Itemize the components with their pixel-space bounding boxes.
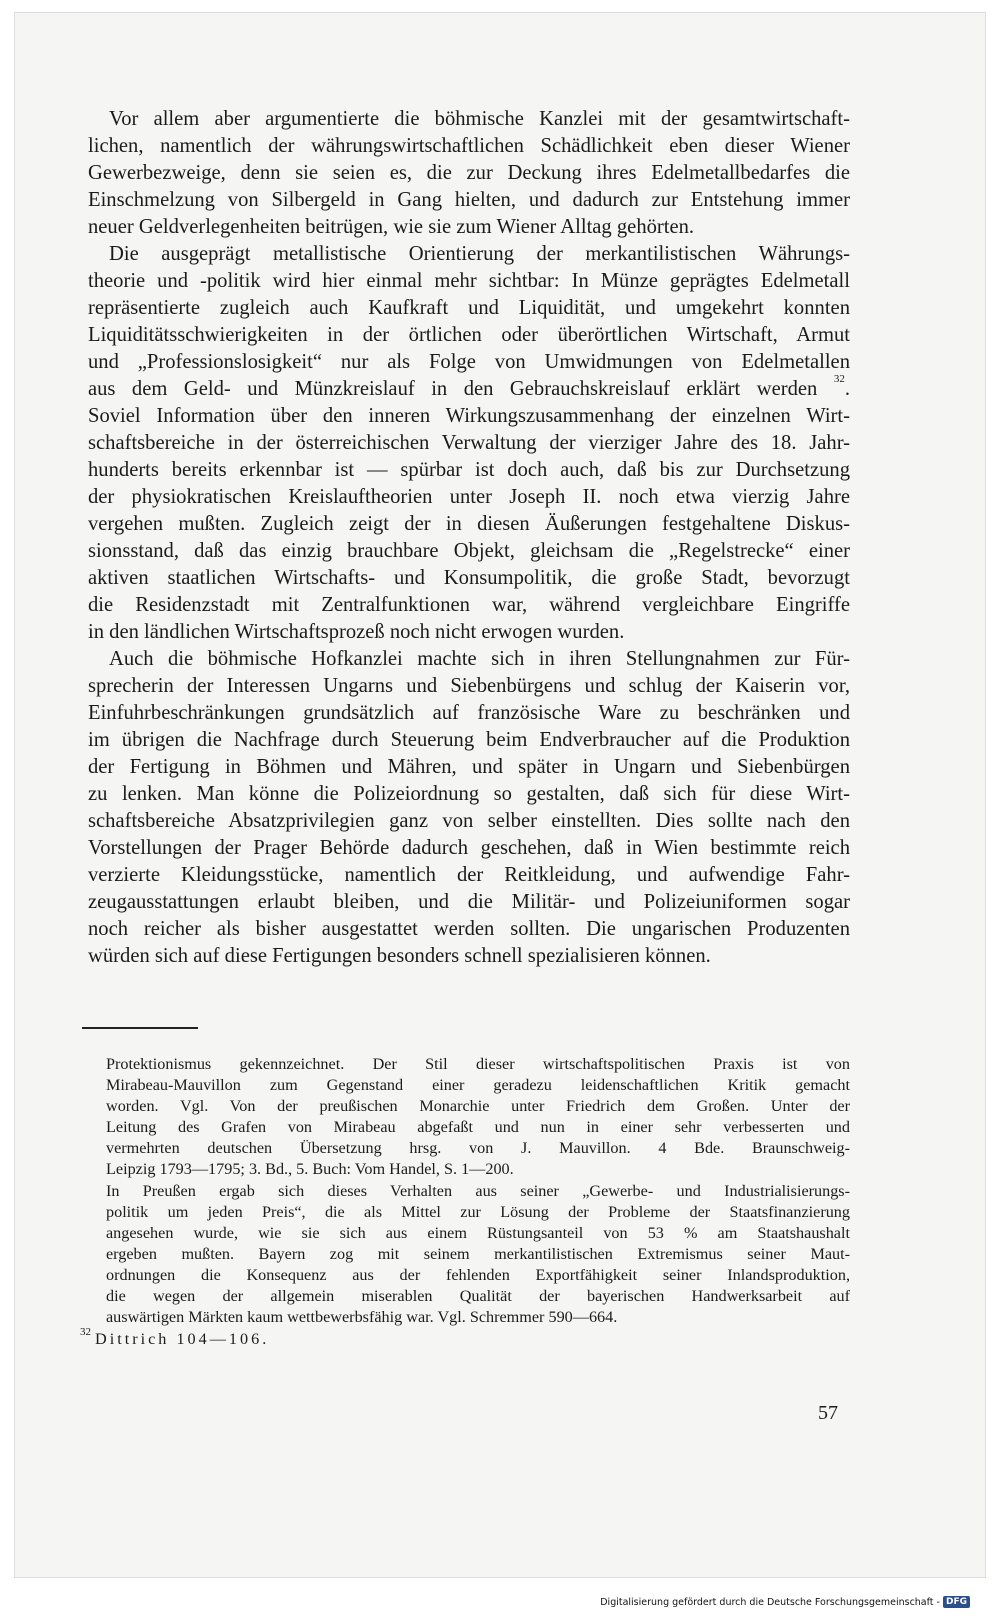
paragraph-2-line: die Residenzstadt mit Zentralfunktionen war, während vergleichbare Eingriffe xyxy=(88,594,850,616)
paragraph-2-line: aktiven staatlichen Wirtschafts- und Konsumpolitik, die große Stadt, bevorzugt xyxy=(88,567,850,589)
footnote-line: Leipzig 1793—1795; 3. Bd., 5. Buch: Vom Handel, S. 1—200. xyxy=(106,1160,514,1178)
paragraph-3-line: Auch die böhmische Hofkanzlei machte sich in ihren Stellungnahmen zur Für- xyxy=(109,648,850,670)
footnote-separator xyxy=(82,1027,198,1029)
paragraph-3-line: im übrigen die Nachfrage durch Steuerung beim Endverbraucher auf die Produktion xyxy=(88,729,850,751)
paragraph-2-line: repräsentierte zugleich auch Kaufkraft und Liquidität, und umgekehrt konnten xyxy=(88,297,850,319)
paragraph-2-line xyxy=(88,373,850,403)
paragraph-2-line: vergehen mußten. Zugleich zeigt der in diesen Äußerungen festgehaltene Diskus- xyxy=(88,513,850,535)
footnote-line: ergeben mußten. Bayern zog mit seinem merkantilistischen Extremismus seiner Maut- xyxy=(106,1245,850,1263)
footnote-ref-32[interactable]: 32 xyxy=(833,373,845,385)
paragraph-3-line: sprecherin der Interessen Ungarns und Siebenbürgens und schlug der Kaiserin vor, xyxy=(88,675,850,697)
paragraph-3-line: würden sich auf diese Fertigungen besonders schnell spezialisieren können. xyxy=(88,945,711,967)
footnote-line: worden. Vgl. Von der preußischen Monarchie unter Friedrich dem Großen. Unter der xyxy=(106,1097,850,1115)
paragraph-2-line: Soviel Information über den inneren Wirkungszusammenhang der einzelnen Wirt- xyxy=(88,405,850,427)
paragraph-2-line: schaftsbereiche in der österreichischen Verwaltung der vierziger Jahre des 18. Jahr- xyxy=(88,432,850,454)
paragraph-3-line: schaftsbereiche Absatzprivilegien ganz von selber einstellten. Dies sollte nach den xyxy=(88,810,850,832)
footnote-ref-period: . xyxy=(844,378,850,400)
footnote-line: Mirabeau-Mauvillon zum Gegenstand einer geradezu leidenschaftlichen Kritik gemacht xyxy=(106,1076,850,1094)
footnote-line: auswärtigen Märkten kaum wettbewerbsfähig war. Vgl. Schremmer 590—664. xyxy=(106,1308,618,1326)
paragraph-2-line: theorie und -politik wird hier einmal mehr sichtbar: In Münze geprägtes Edelmetall xyxy=(88,270,850,292)
paragraph-3-line: noch reicher als bisher ausgestattet werden sollten. Die ungarischen Produzenten xyxy=(88,918,850,940)
paragraph-2-line: hunderts bereits erkennbar ist — spürbar ist doch auch, daß bis zur Durchsetzung xyxy=(88,459,850,481)
footnote-line: Protektionismus gekennzeichnet. Der Stil dieser wirtschaftspolitischen Praxis ist von xyxy=(106,1055,850,1073)
footnote-line: angesehen wurde, wie sie sich aus einem Rüstungsanteil von 53 % am Staatshaushalt xyxy=(106,1224,850,1242)
paragraph-1-line: Gewerbezweige, denn sie seien es, die zur Deckung ihres Edelmetallbedarfes die xyxy=(88,162,850,184)
paragraph-2-line: Die ausgeprägt metallistische Orientierung der merkantilistischen Währungs- xyxy=(109,243,850,265)
paragraph-2-line: und „Professionslosigkeit“ nur als Folge von Umwidmungen von Edelmetallen xyxy=(88,351,850,373)
footnote-line: In Preußen ergab sich dieses Verhalten aus seiner „Gewerbe- und Industrialisierungs- xyxy=(106,1182,850,1200)
footnote-line: Leitung des Grafen von Mirabeau abgefaßt und nun in einer sehr verbesserten und xyxy=(106,1118,850,1136)
paragraph-2-line: sionsstand, daß das einzig brauchbare Objekt, gleichsam die „Regelstrecke“ einer xyxy=(88,540,850,562)
paragraph-3-line: der Fertigung in Böhmen und Mähren, und später in Ungarn und Siebenbürgen xyxy=(88,756,850,778)
paragraph-3-line: Einfuhrbeschränkungen grundsätzlich auf französische Ware zu beschränken und xyxy=(88,702,850,724)
paragraph-3-line: zeugausstattungen erlaubt bleiben, und die Militär- und Polizeiuniformen sogar xyxy=(88,891,850,913)
footnote-32 xyxy=(80,1326,824,1350)
line-text: aus dem Geld- und Münzkreislauf in den Gebrauchskreislauf erklärt werden xyxy=(88,378,818,400)
footnote-32-text: Dittrich 104—106. xyxy=(95,1330,270,1348)
footnote-line: politik um jeden Preis“, die als Mittel zur Lösung der Probleme der Staatsfinanzierung xyxy=(106,1203,850,1221)
footnote-number: 32 xyxy=(80,1326,91,1338)
paragraph-1-line: neuer Geldverlegenheiten beitrügen, wie sie zum Wiener Alltag gehörten. xyxy=(88,216,695,238)
paragraph-1-line: Einschmelzung von Silbergeld in Gang hielten, und dadurch zur Entstehung immer xyxy=(88,189,850,211)
paragraph-2-line: Liquiditätsschwierigkeiten in der örtlichen oder überörtlichen Wirtschaft, Armut xyxy=(88,324,850,346)
paragraph-3-line: zu lenken. Man könne die Polizeiordnung so gestalten, daß sich für diese Wirt- xyxy=(88,783,850,805)
digitization-footer xyxy=(600,1596,970,1608)
page-number: 57 xyxy=(818,1402,838,1424)
footnote-line: die wegen der allgemein miserablen Qualität der bayerischen Handwerksarbeit auf xyxy=(106,1287,850,1305)
paragraph-2-line: in den ländlichen Wirtschaftsprozeß noch nicht erwogen wurden. xyxy=(88,621,625,643)
paragraph-2-line: der physiokratischen Kreislauftheorien unter Joseph II. noch etwa vierzig Jahre xyxy=(88,486,850,508)
paragraph-3-line: Vorstellungen der Prager Behörde dadurch geschehen, daß in Wien bestimmte reich xyxy=(88,837,850,859)
footnote-line: vermehrten deutschen Übersetzung hrsg. von J. Mauvillon. 4 Bde. Braunschweig- xyxy=(106,1139,850,1157)
dfg-logo: DFG xyxy=(943,1596,970,1608)
footnote-line: ordnungen die Konsequenz aus der fehlenden Exportfähigkeit seiner Inlandsproduktion, xyxy=(106,1266,850,1284)
paragraph-3-line: verzierte Kleidungsstücke, namentlich der Reitkleidung, und aufwendige Fahr- xyxy=(88,864,850,886)
footer-text: Digitalisierung gefördert durch die Deutsche Forschungsgemeinschaft - xyxy=(600,1596,940,1608)
paragraph-1-line: lichen, namentlich der währungswirtschaftlichen Schädlichkeit eben dieser Wiener xyxy=(88,135,850,157)
paragraph-1-line: Vor allem aber argumentierte die böhmische Kanzlei mit der gesamtwirtschaft- xyxy=(109,108,850,130)
